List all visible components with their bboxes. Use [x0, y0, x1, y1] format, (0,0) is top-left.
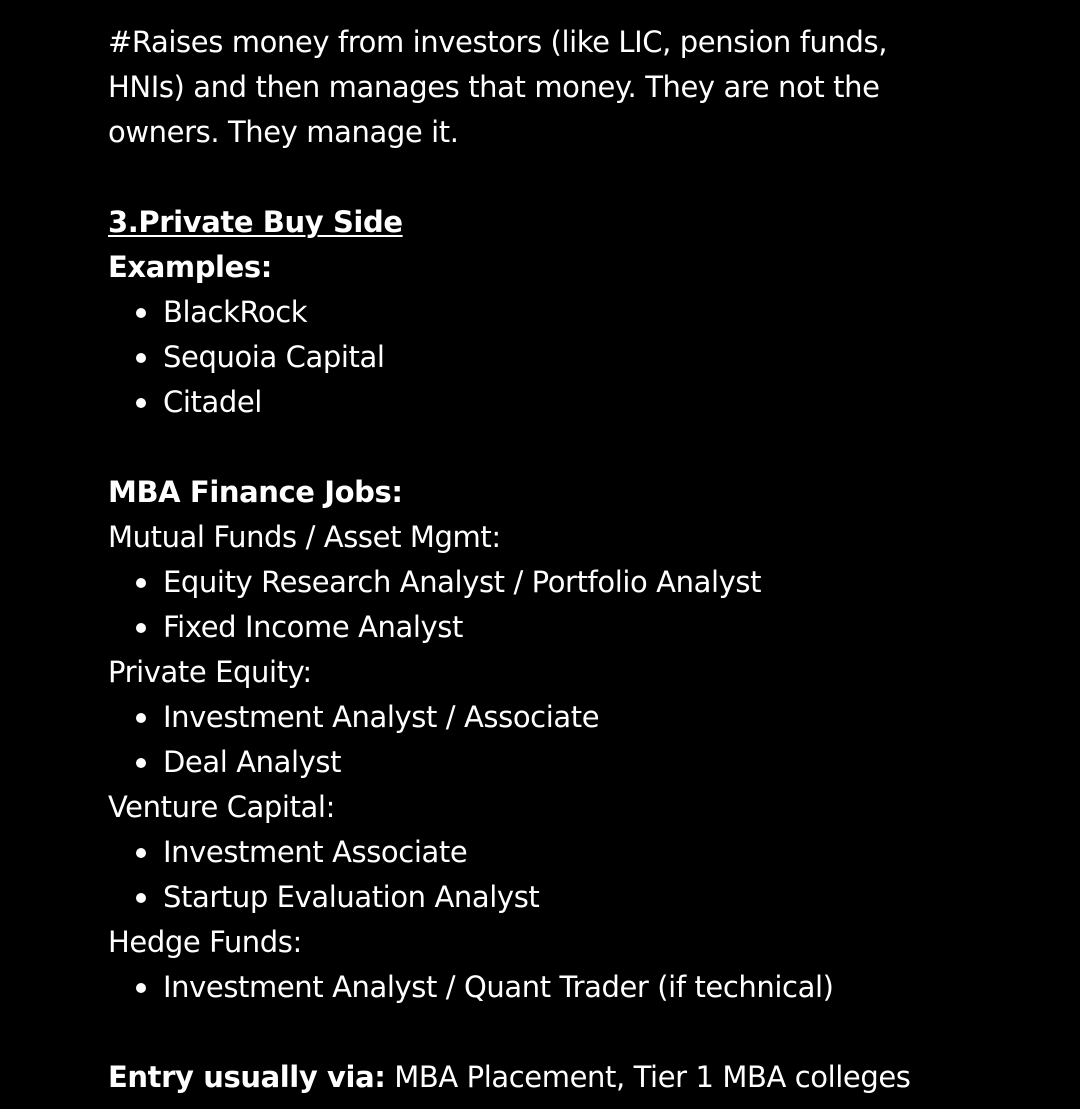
- bullet-icon: [136, 623, 146, 633]
- list-item: [108, 290, 1048, 335]
- list-item: [108, 830, 1048, 875]
- list-item: [108, 965, 1048, 1010]
- list-item-text: Investment Associate: [163, 835, 468, 869]
- list-item-text: BlackRock: [163, 295, 308, 329]
- spacer: [108, 1010, 1048, 1055]
- document-body: [108, 20, 1048, 1100]
- list-item-text: Startup Evaluation Analyst: [163, 880, 540, 914]
- list-item-text: Deal Analyst: [163, 745, 342, 779]
- list-item: [108, 875, 1048, 920]
- bullet-icon: [136, 893, 146, 903]
- job-list: [108, 965, 1048, 1010]
- section-heading: 3.Private Buy Side: [108, 205, 403, 239]
- job-list: [108, 560, 1048, 650]
- list-item-text: Investment Analyst / Associate: [163, 700, 600, 734]
- intro-line: #Raises money from investors (like LIC, pension funds,: [108, 25, 888, 59]
- entry-value: MBA Placement, Tier 1 MBA colleges: [385, 1060, 911, 1094]
- examples-label: Examples:: [108, 250, 272, 284]
- job-group-label: Hedge Funds:: [108, 925, 302, 959]
- spacer: [108, 425, 1048, 470]
- list-item: [108, 335, 1048, 380]
- jobs-heading: MBA Finance Jobs:: [108, 475, 403, 509]
- list-item-text: Fixed Income Analyst: [163, 610, 463, 644]
- entry-label: Entry usually via:: [108, 1060, 386, 1094]
- bullet-icon: [136, 308, 146, 318]
- job-group-label: Private Equity:: [108, 655, 312, 689]
- list-item: [108, 560, 1048, 605]
- job-list: [108, 830, 1048, 920]
- list-item-text: Citadel: [163, 385, 262, 419]
- bullet-icon: [136, 983, 146, 993]
- job-group-label: Venture Capital:: [108, 790, 335, 824]
- bullet-icon: [136, 713, 146, 723]
- bullet-icon: [136, 578, 146, 588]
- bullet-icon: [136, 353, 146, 363]
- list-item: [108, 605, 1048, 650]
- bullet-icon: [136, 398, 146, 408]
- bullet-icon: [136, 848, 146, 858]
- list-item-text: Equity Research Analyst / Portfolio Analyst: [163, 565, 762, 599]
- spacer: [108, 155, 1048, 200]
- intro-line: owners. They manage it.: [108, 115, 459, 149]
- entry-line: [108, 1055, 1048, 1100]
- bullet-icon: [136, 758, 146, 768]
- list-item: [108, 380, 1048, 425]
- job-list: [108, 695, 1048, 785]
- list-item: [108, 740, 1048, 785]
- job-group-label: Mutual Funds / Asset Mgmt:: [108, 520, 501, 554]
- list-item: [108, 695, 1048, 740]
- examples-list: [108, 290, 1048, 425]
- list-item-text: Investment Analyst / Quant Trader (if technical): [163, 970, 834, 1004]
- list-item-text: Sequoia Capital: [163, 340, 385, 374]
- intro-line: HNIs) and then manages that money. They are not the: [108, 70, 880, 104]
